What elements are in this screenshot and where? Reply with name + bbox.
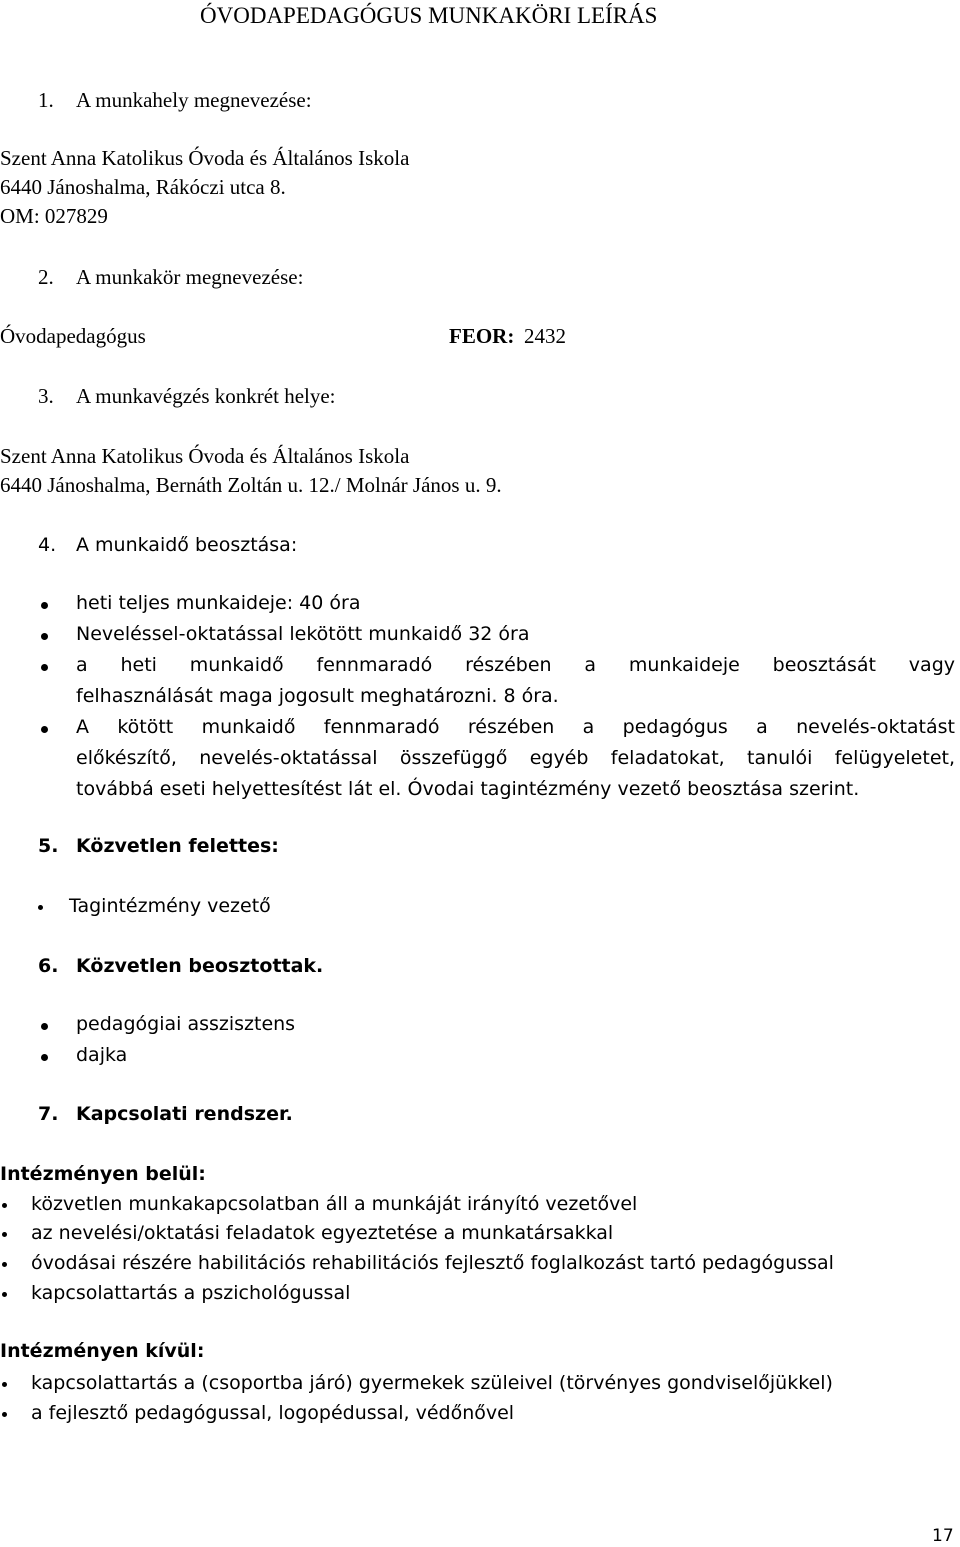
list-item: pedagógiai asszisztens <box>76 1013 296 1035</box>
bullet-dot <box>2 1382 7 1387</box>
list-item-line: A kötött munkaidő fennmaradó részében a pedagógus a nevelés-oktatást <box>76 716 955 738</box>
section-7-number: 7. <box>38 1103 59 1125</box>
section-2-number: 2. <box>38 265 54 289</box>
list-item: közvetlen munkakapcsolatban áll a munkáját irányító vezetővel <box>31 1193 638 1215</box>
feor-label: FEOR: <box>449 324 515 348</box>
job-title: Óvodapedagógus <box>0 324 146 348</box>
list-item: dajka <box>76 1044 128 1066</box>
list-item-line: a heti munkaidő fennmaradó részében a munkaideje beosztását vagy <box>76 654 955 676</box>
list-item: kapcsolattartás a (csoportba járó) gyermekek szüleivel (törvényes gondviselőjükkel) <box>31 1372 833 1394</box>
list-item-line: felhasználását maga jogosult meghatározni. 8 óra. <box>76 685 559 707</box>
list-item-line: előkészítő, nevelés-oktatással összefüggő egyéb feladatokat, tanulói felügyeletet, <box>76 747 955 769</box>
bullet-dot <box>41 726 48 733</box>
bullet-dot <box>2 1203 7 1208</box>
section-7-heading: Kapcsolati rendszer. <box>76 1103 293 1125</box>
bullet-dot <box>2 1262 7 1267</box>
list-item: a fejlesztő pedagógussal, logopédussal, védőnővel <box>31 1402 515 1424</box>
list-item: kapcsolattartás a pszichológussal <box>31 1282 351 1304</box>
list-item: Neveléssel-oktatással lekötött munkaidő 32 óra <box>76 623 530 645</box>
work-location-name: Szent Anna Katolikus Óvoda és Általános Iskola <box>0 444 410 468</box>
section-5-heading: Közvetlen felettes: <box>76 835 279 857</box>
page-number: 17 <box>932 1526 954 1546</box>
bullet-dot <box>2 1232 7 1237</box>
list-item: heti teljes munkaideje: 40 óra <box>76 592 361 614</box>
section-3-heading: A munkavégzés konkrét helye: <box>76 384 336 408</box>
section-6-number: 6. <box>38 955 59 977</box>
bullet-dot <box>2 1412 7 1417</box>
workplace-name: Szent Anna Katolikus Óvoda és Általános Iskola <box>0 146 410 170</box>
section-1-number: 1. <box>38 88 54 112</box>
workplace-address: 6440 Jánoshalma, Rákóczi utca 8. <box>0 175 286 199</box>
work-location-address: 6440 Jánoshalma, Bernáth Zoltán u. 12./ Molnár János u. 9. <box>0 473 502 497</box>
list-item-line: továbbá eseti helyettesítést lát el. Óvodai tagintézmény vezető beosztása szerint. <box>76 778 860 800</box>
section-6-heading: Közvetlen beosztottak. <box>76 955 324 977</box>
list-item: Tagintézmény vezető <box>69 895 271 917</box>
bullet-dot <box>41 633 48 640</box>
bullet-dot <box>2 1292 7 1297</box>
section-1-heading: A munkahely megnevezése: <box>76 88 312 112</box>
bullet-dot <box>38 905 43 910</box>
section-5-number: 5. <box>38 835 59 857</box>
workplace-om: OM: 027829 <box>0 204 108 228</box>
section-2-heading: A munkakör megnevezése: <box>76 265 304 289</box>
inside-institution-heading: Intézményen belül: <box>0 1163 206 1185</box>
bullet-dot <box>41 602 48 609</box>
bullet-dot <box>41 1054 48 1061</box>
list-item: óvodásai részére habilitációs rehabilitációs fejlesztő foglalkozást tartó pedagógussal <box>31 1252 834 1274</box>
page-title: ÓVODAPEDAGÓGUS MUNKAKÖRI LEÍRÁS <box>200 3 658 28</box>
outside-institution-heading: Intézményen kívül: <box>0 1340 205 1362</box>
section-3-number: 3. <box>38 384 54 408</box>
section-4-heading: A munkaidő beosztása: <box>76 534 298 556</box>
list-item: az nevelési/oktatási feladatok egyeztetése a munkatársakkal <box>31 1222 614 1244</box>
bullet-dot <box>41 664 48 671</box>
feor-value: 2432 <box>524 324 566 348</box>
section-4-number: 4. <box>38 534 57 556</box>
bullet-dot <box>41 1023 48 1030</box>
